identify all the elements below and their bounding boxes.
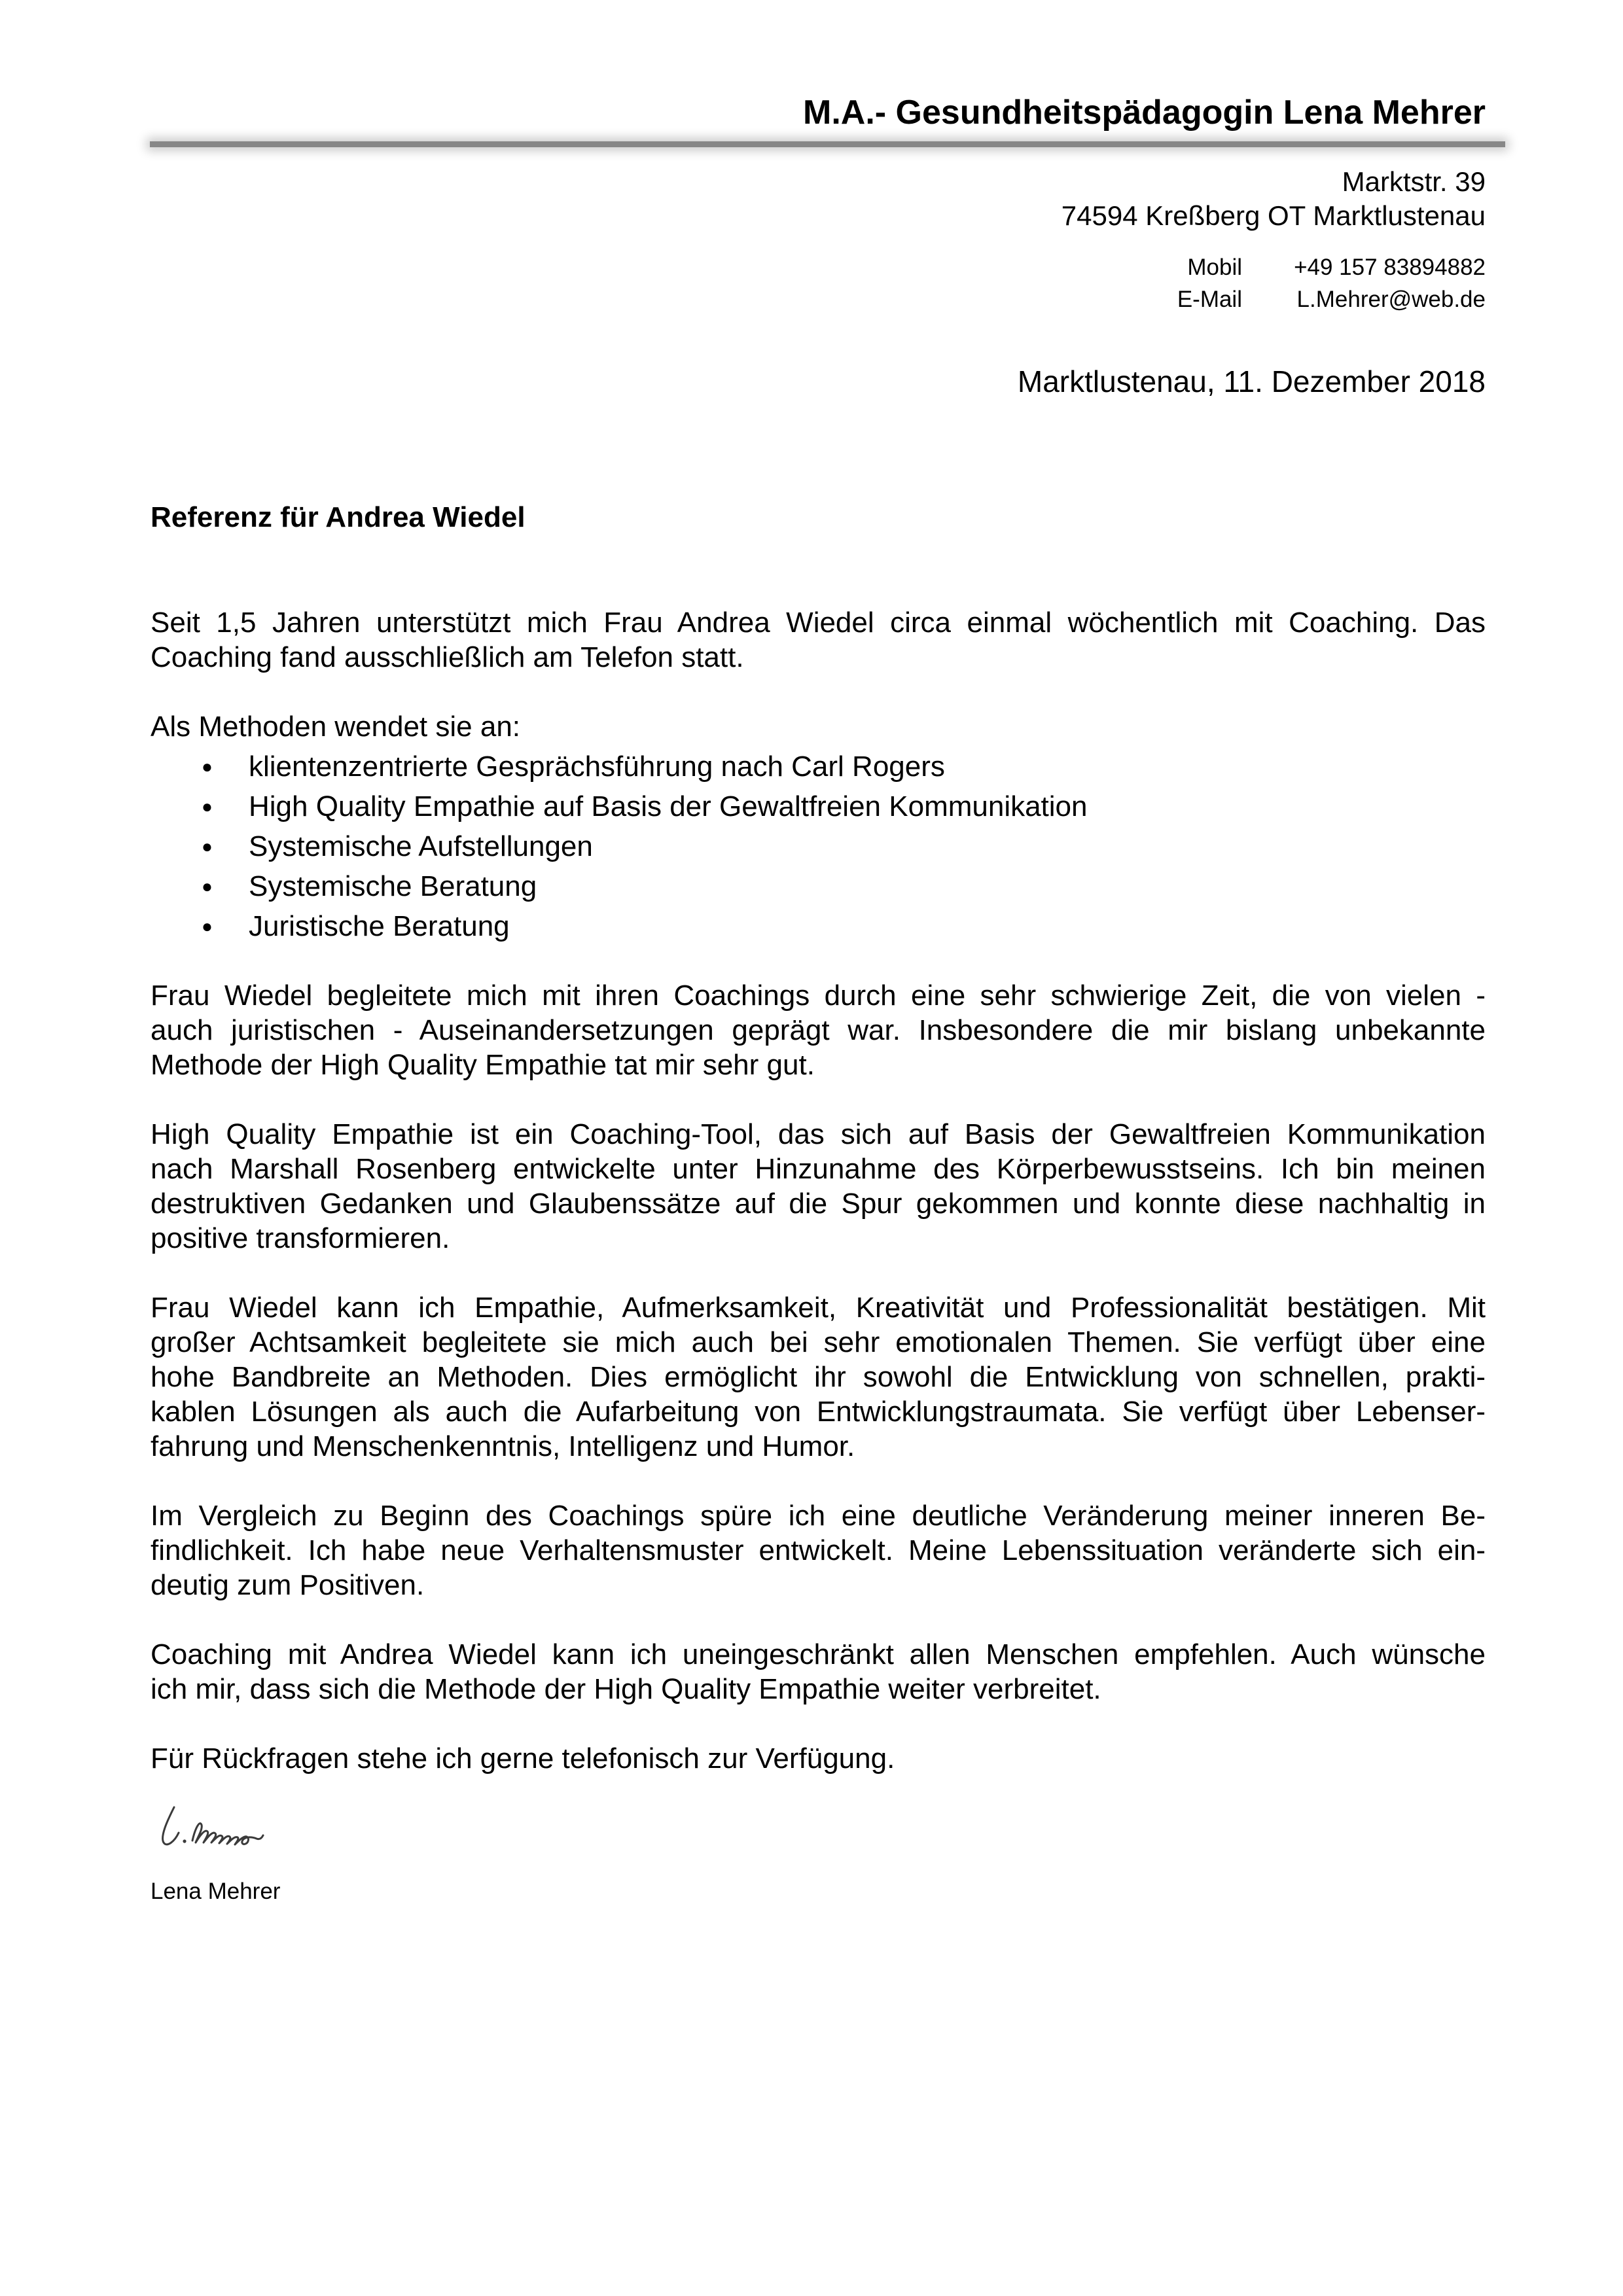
paragraph-1	[151, 605, 1486, 675]
contact-value: +49 157 83894882	[1294, 255, 1486, 280]
list-item-text: Systemische Aufstellungen	[249, 830, 593, 862]
contact-row	[1177, 283, 1486, 315]
text-line: Im Vergleich zu Beginn des Coachings spüre ich eine deutliche Veränderung meiner inneren Be-	[151, 1500, 1486, 1532]
text-line: Seit 1,5 Jahren unterstützt mich Frau Andrea Wiedel circa einmal wöchentlich mit Coaching. Das	[151, 607, 1486, 639]
text-line: Frau Wiedel begleitete mich mit ihren Coachings durch eine sehr schwierige Zeit, die von vielen -	[151, 980, 1486, 1012]
closing-line: Für Rückfragen stehe ich gerne telefonisch zur Verfügung.	[151, 1742, 895, 1775]
signer-printed-name: Lena Mehrer	[151, 1879, 281, 1904]
list-item-text: Juristische Beratung	[249, 910, 510, 942]
contact-value: L.Mehrer@web.de	[1296, 287, 1486, 312]
methods-list	[151, 749, 1486, 944]
bullet-icon: ●	[202, 876, 213, 896]
subject-line: Referenz für Andrea Wiedel	[151, 501, 526, 533]
paragraph-2	[151, 978, 1486, 1082]
address-line: Marktstr. 39	[1342, 166, 1486, 197]
contact-row	[1177, 251, 1486, 283]
sender-address	[1061, 165, 1486, 233]
text-line: ich mir, dass sich die Methode der High Quality Empathie weiter verbreitet.	[151, 1673, 1101, 1705]
list-item	[151, 749, 1486, 784]
contact-label: Mobil	[1187, 255, 1242, 280]
date-line: Marktlustenau, 11. Dezember 2018	[1017, 364, 1486, 398]
text-line: Coaching mit Andrea Wiedel kann ich uneingeschränkt allen Menschen empfehlen. Auch wünsche	[151, 1638, 1486, 1670]
text-line: nach Marshall Rosenberg entwickelte unter Hinzunahme des Körperbewusstseins. Ich bin meinen	[151, 1153, 1486, 1185]
list-item-text: klientenzentrierte Gesprächsführung nach Carl Rogers	[249, 751, 945, 783]
bullet-icon: ●	[202, 796, 213, 817]
text-line: Frau Wiedel kann ich Empathie, Aufmerksamkeit, Kreativität und Professionalität bestätigen. Mit	[151, 1292, 1486, 1324]
text-line: hohe Bandbreite an Methoden. Dies ermöglicht ihr sowohl die Entwicklung von schnellen, prakti-	[151, 1361, 1486, 1393]
paragraph-3	[151, 1117, 1486, 1256]
text-line: fahrung und Menschenkenntnis, Intelligenz und Humor.	[151, 1430, 855, 1462]
text-line: Methode der High Quality Empathie tat mir sehr gut.	[151, 1049, 815, 1081]
text-line: positive transformieren.	[151, 1222, 450, 1254]
letter-body	[151, 605, 1486, 1909]
contact-label: E-Mail	[1177, 287, 1242, 312]
list-item	[151, 789, 1486, 824]
text-line: kablen Lösungen als auch die Aufarbeitung von Entwicklungstraumata. Sie verfügt über Lebenser-	[151, 1396, 1486, 1428]
text-line: Coaching fand ausschließlich am Telefon statt.	[151, 641, 744, 673]
text-line: auch juristischen - Auseinandersetzungen geprägt war. Insbesondere die mir bislang unbekannte	[151, 1014, 1486, 1046]
bullet-icon: ●	[202, 756, 213, 777]
text-line: deutig zum Positiven.	[151, 1569, 425, 1601]
list-item-text: High Quality Empathie auf Basis der Gewaltfreien Kommunikation	[249, 790, 1088, 822]
letterhead-name: M.A.- Gesundheitspädagogin Lena Mehrer	[803, 94, 1486, 132]
paragraph-4	[151, 1290, 1486, 1464]
list-item	[151, 869, 1486, 904]
signature-stroke-initial	[163, 1807, 179, 1845]
text-line: destruktiven Gedanken und Glaubenssätze auf die Spur gekommen und konnte diese nachhaltig in	[151, 1188, 1486, 1220]
text-line: großer Achtsamkeit begleitete sie mich auch bei sehr emotionalen Themen. Sie verfügt über eine	[151, 1326, 1486, 1358]
list-item	[151, 829, 1486, 864]
bullet-icon: ●	[202, 836, 213, 857]
paragraph-6	[151, 1637, 1486, 1706]
handwritten-signature	[153, 1799, 318, 1854]
list-item-text: Systemische Beratung	[249, 870, 537, 902]
letterhead-divider	[150, 141, 1505, 147]
bullet-icon: ●	[202, 916, 213, 936]
text-line: High Quality Empathie ist ein Coaching-Tool, das sich auf Basis der Gewaltfreien Kommunikation	[151, 1118, 1486, 1150]
address-line: 74594 Kreßberg OT Marktlustenau	[1061, 200, 1486, 231]
signature-stroke-name	[192, 1824, 263, 1845]
list-item	[151, 909, 1486, 944]
methods-intro: Als Methoden wendet sie an:	[151, 711, 521, 743]
contact-block	[1177, 251, 1486, 315]
signature-dot	[183, 1839, 186, 1843]
paragraph-5	[151, 1498, 1486, 1602]
text-line: findlichkeit. Ich habe neue Verhaltensmuster entwickelt. Meine Lebenssituation veränderte sich ein-	[151, 1534, 1486, 1566]
